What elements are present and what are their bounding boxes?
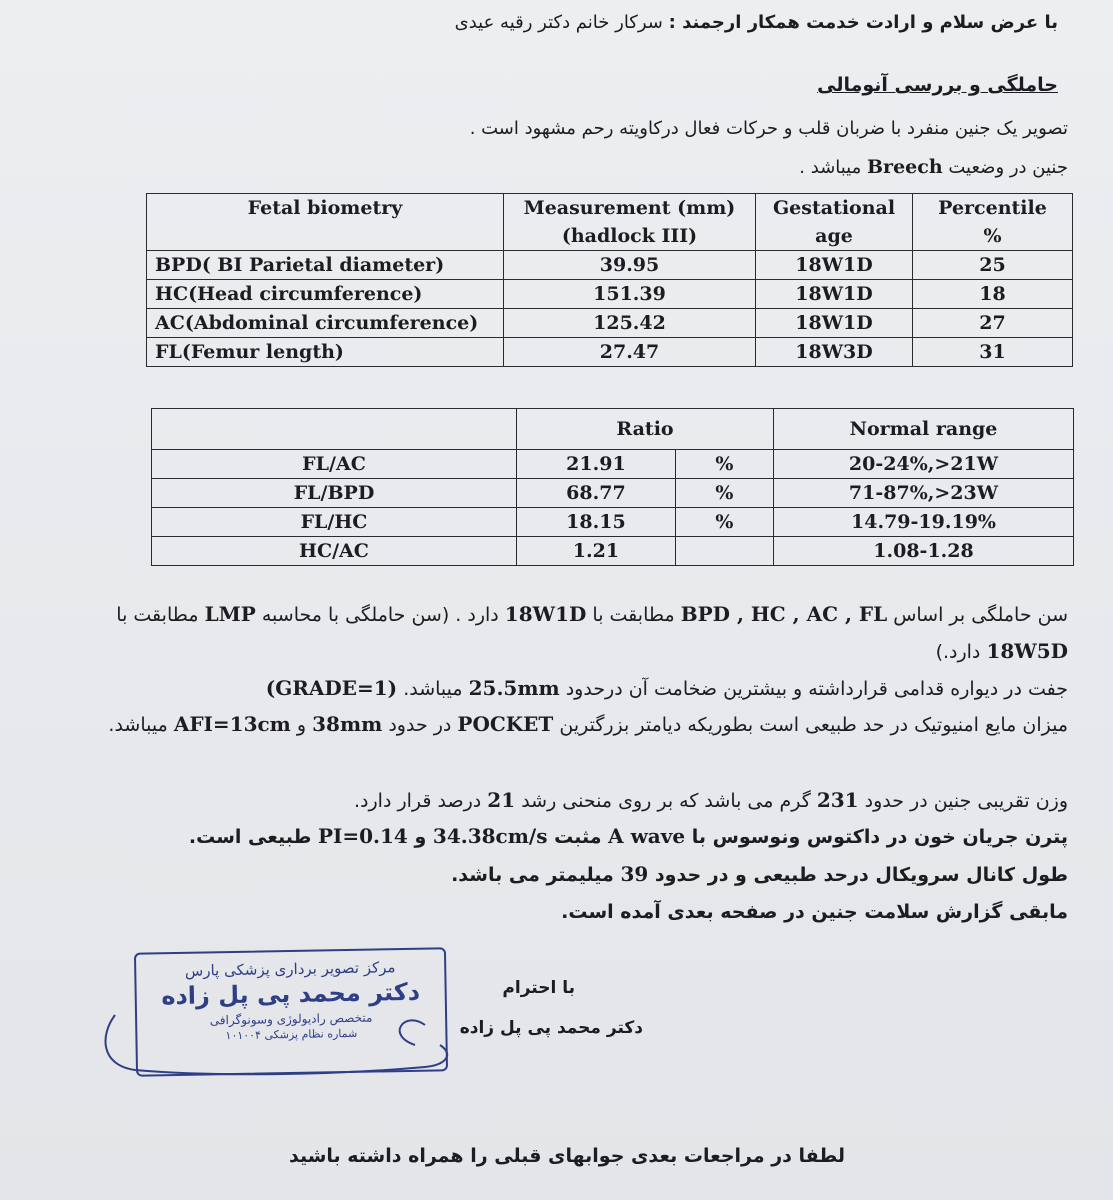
intro-line: تصویر یک جنین منفرد با ضربان قلب و حرکات فعال درکاویته رحم مشهود است .: [469, 118, 1068, 139]
biometry-header-name: Fetal biometry: [147, 194, 504, 251]
ratio-name: HC/AC: [152, 537, 517, 566]
biometry-name: HC(Head circumference): [147, 280, 504, 309]
stamp-specialty: متخصص رادیولوژی وسونوگرافی: [209, 1010, 373, 1028]
biometry-age: 18W1D: [756, 251, 913, 280]
greeting-line: [58, 12, 1058, 33]
ratio-unit: %: [675, 479, 773, 508]
biometry-header-row: [147, 194, 1073, 251]
greeting-salutation: با عرض سلام و ارادت خدمت همکار ارجمند :: [668, 12, 1058, 33]
ratio-unit: [675, 537, 773, 566]
ratio-name: FL/AC: [152, 450, 517, 479]
position-term: Breech: [867, 156, 943, 178]
ratio-unit: %: [675, 450, 773, 479]
biometry-header-measurement: Measurement (mm) (hadlock III): [504, 194, 756, 251]
ratio-range: 20-24%,>21W: [774, 450, 1074, 479]
table-row: [147, 280, 1073, 309]
table-row: [147, 338, 1073, 367]
ratio-header-row: [152, 409, 1074, 450]
ratio-value: 18.15: [517, 508, 676, 537]
ratio-header-ratio: Ratio: [517, 409, 774, 450]
ratio-value: 68.77: [517, 479, 676, 508]
paragraph-next-page: مابقی گزارش سلامت جنین در صفحه بعدی آمده است.: [561, 901, 1068, 923]
ratio-name: FL/HC: [152, 508, 517, 537]
position-line: [48, 156, 1068, 178]
ratio-value: 21.91: [517, 450, 676, 479]
ratio-header-empty: [152, 409, 517, 450]
paragraph-cervix: طول کانال سرویکال درحد طبیعی و در حدود 39 میلیمتر می باشد.: [451, 862, 1068, 886]
biometry-percentile: 31: [913, 338, 1073, 367]
table-row: [152, 508, 1074, 537]
greeting-recipient: سرکار خانم دکتر رقیه عیدی: [454, 12, 663, 33]
paragraph-amniotic-fluid: میزان مایع امنیوتیک در حد طبیعی است بطوریکه دیامتر بزرگترین POCKET در حدود 38mm و AFI=13cm میباشد.: [108, 712, 1068, 736]
biometry-name: FL(Femur length): [147, 338, 504, 367]
closing-text: با احترام: [502, 978, 575, 998]
table-row: [152, 479, 1074, 508]
footer-note: لطفا در مراجعات بعدی جوابهای قبلی را همراه داشته باشید: [288, 1145, 845, 1167]
table-row: [152, 537, 1074, 566]
biometry-measurement: 125.42: [504, 309, 756, 338]
table-row: [152, 450, 1074, 479]
stamp-license: شماره نظام پزشکی ۱۰۱۰۰۴: [225, 1026, 358, 1043]
ratio-unit: %: [675, 508, 773, 537]
stamp-center-name: مرکز تصویر برداری پزشکی پارس: [184, 958, 396, 980]
biometry-percentile: 25: [913, 251, 1073, 280]
section-heading: حاملگی و بررسی آنومالی: [817, 74, 1058, 96]
signature-icon: [95, 1005, 475, 1080]
biometry-table: [146, 193, 1073, 367]
ratio-range: 71-87%,>23W: [774, 479, 1074, 508]
ratio-header-normal: Normal range: [774, 409, 1074, 450]
biometry-header-age: Gestational age: [756, 194, 913, 251]
biometry-measurement: 39.95: [504, 251, 756, 280]
biometry-header-percentile: Percentile %: [913, 194, 1073, 251]
ratio-name: FL/BPD: [152, 479, 517, 508]
ratio-value: 1.21: [517, 537, 676, 566]
doctor-name: دکتر محمد پی پل زاده: [459, 1018, 643, 1038]
paragraph-placenta: جفت در دیواره قدامی قرارداشته و بیشترین ضخامت آن درحدود 25.5mm میباشد. (GRADE=1): [265, 676, 1068, 700]
biometry-measurement: 27.47: [504, 338, 756, 367]
biometry-age: 18W3D: [756, 338, 913, 367]
biometry-percentile: 18: [913, 280, 1073, 309]
stamp-doctor-name: دکتر محمد پی پل زاده: [161, 977, 421, 1011]
position-after: میباشد .: [799, 157, 862, 178]
ratio-table: [151, 408, 1074, 566]
table-row: [147, 309, 1073, 338]
biometry-measurement: 151.39: [504, 280, 756, 309]
biometry-percentile: 27: [913, 309, 1073, 338]
biometry-name: BPD( BI Parietal diameter): [147, 251, 504, 280]
biometry-age: 18W1D: [756, 280, 913, 309]
paragraph-ductus: پترن جریان خون در داکتوس ونوسوس با A wave مثبت 34.38cm/s و PI=0.14 طبیعی است.: [188, 824, 1068, 848]
position-before: جنین در وضعیت: [948, 157, 1068, 178]
biometry-name: AC(Abdominal circumference): [147, 309, 504, 338]
ratio-range: 1.08-1.28: [774, 537, 1074, 566]
paragraph-gestational-age: سن حاملگی بر اساس BPD , HC , AC , FL مطابقت با 18W1D دارد . (سن حاملگی با محاسبه LMP مطابقت با 18W5D دارد.): [116, 602, 1068, 663]
biometry-age: 18W1D: [756, 309, 913, 338]
table-row: [147, 251, 1073, 280]
paragraph-weight: وزن تقریبی جنین در حدود 231 گرم می باشد که بر روی منحنی رشد 21 درصد قرار دارد.: [353, 788, 1068, 812]
ratio-range: 14.79-19.19%: [774, 508, 1074, 537]
